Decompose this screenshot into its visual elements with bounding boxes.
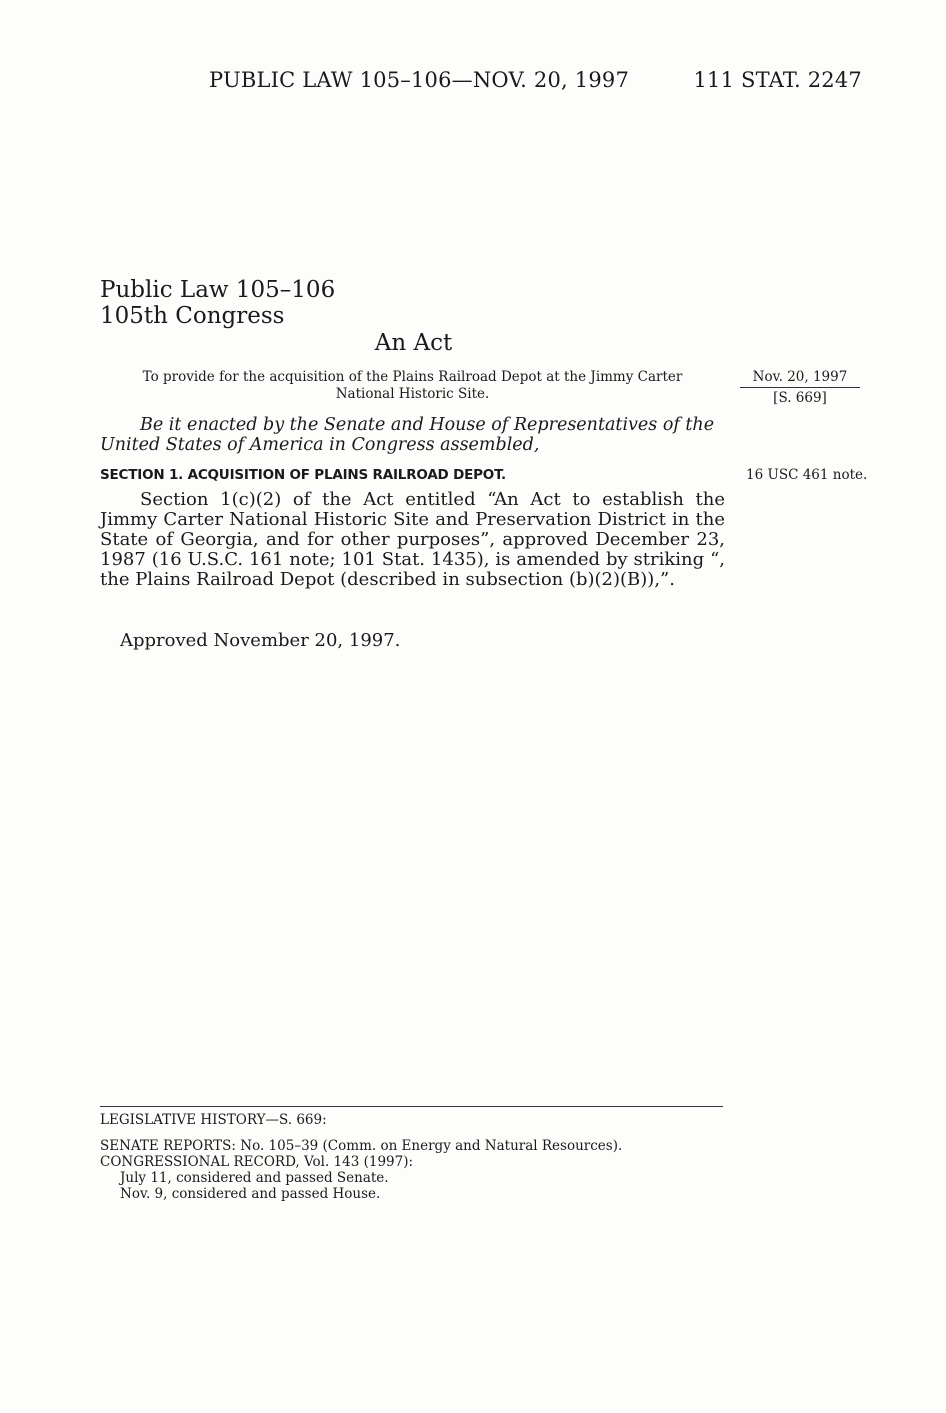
act-heading: An Act [374,330,453,356]
senate-action-line: July 11, considered and passed Senate. [120,1170,389,1186]
margin-note-date: Nov. 20, 1997 [740,369,860,388]
act-purpose: To provide for the acquisition of the Plains Railroad Depot at the Jimmy Carter National Historic Site. [142,369,683,402]
legislative-history-heading: LEGISLATIVE HISTORY—S. 669: [100,1112,327,1128]
margin-note-usc: 16 USC 461 note. [746,467,868,483]
section-heading: SECTION 1. ACQUISITION OF PLAINS RAILROAD DEPOT. [100,467,506,483]
congressional-record-line: CONGRESSIONAL RECORD, Vol. 143 (1997): [100,1154,414,1170]
running-head-citation: PUBLIC LAW 105–106—NOV. 20, 1997 [209,68,630,92]
running-head-stat-page: 111 STAT. 2247 [693,68,862,92]
margin-note-bill-number: [S. 669] [773,390,827,406]
enacting-clause: Be it enacted by the Senate and House of Representatives of the United States of America in Congress assembled, [100,415,715,455]
congress-number: 105th Congress [100,303,285,329]
section-body: Section 1(c)(2) of the Act entitled “An Act to establish the Jimmy Carter National Historic Site and Preservation District in the State of Georgia, and for other purposes”, approved December 23, 1987 (16 U.S.C. 161 note; 101 Stat. 1435), is amended by striking “, the Plains Railroad Depot (described in subsection (b)(2)(B)),”. [100,489,725,590]
approval-date: Approved November 20, 1997. [120,630,401,651]
public-law-number: Public Law 105–106 [100,277,336,303]
history-divider [100,1106,723,1107]
senate-reports-line: SENATE REPORTS: No. 105–39 (Comm. on Energy and Natural Resources). [100,1138,623,1154]
house-action-line: Nov. 9, considered and passed House. [120,1186,381,1202]
